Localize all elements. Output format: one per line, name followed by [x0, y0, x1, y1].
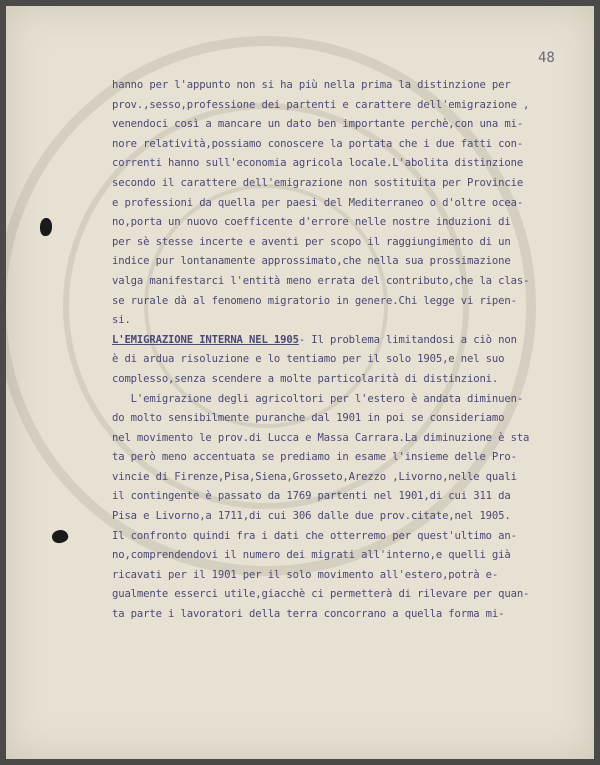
- section-heading-continuation: - Il problema limitandosi a ciò non: [298, 333, 517, 346]
- text-line: nore relatività,possiamo conoscere la portata che i due fatti con-: [112, 137, 524, 150]
- text-line: vincie di Firenze,Pisa,Siena,Grosseto,Arezzo ,Livorno,nelle quali: [112, 470, 517, 483]
- text-line: no,porta un nuovo coefficente d'errore nelle nostre induzioni di: [112, 216, 511, 229]
- text-line: venendoci così a mancare un dato ben importante perchè,con una mi-: [112, 118, 524, 131]
- text-line: do molto sensibilmente puranche dal 1901 in poi se consideriamo: [112, 412, 505, 425]
- section-heading: L'EMIGRAZIONE INTERNA NEL 1905: [112, 333, 299, 346]
- text-line: ricavati per il 1901 per il solo movimento all'estero,potrà e-: [112, 568, 499, 581]
- text-line: complesso,senza scendere a molte particolarità di distinzioni.: [112, 372, 499, 385]
- document-page: [6, 6, 594, 759]
- punch-hole-mark: [40, 218, 52, 236]
- text-line: valga manifestarci l'entità meno errata del contributo,che la clas-: [112, 274, 530, 287]
- text-line: secondo il carattere dell'emigrazione non sostituita per Provincie: [112, 176, 524, 189]
- text-line: se rurale dà al fenomeno migratorio in genere.Chi legge vi ripen-: [112, 294, 517, 307]
- text-line: nel movimento le prov.di Lucca e Massa Carrara.La diminuzione è sta: [112, 431, 530, 444]
- text-line: hanno per l'appunto non si ha più nella prima la distinzione per: [112, 79, 511, 91]
- page-number: 48: [538, 50, 555, 66]
- text-line: no,comprendendovi il numero dei migrati all'interno,e quelli già: [112, 549, 511, 562]
- typed-text-body: [112, 76, 582, 625]
- text-line: correnti hanno sull'economia agricola locale.L'abolita distinzione: [112, 157, 524, 170]
- text-line: prov.,sesso,professione dei partenti e carattere dell'emigrazione ,: [112, 98, 530, 111]
- section-internal-emigration: [112, 331, 582, 390]
- text-line: L'emigrazione degli agricoltori per l'estero è andata diminuen-: [112, 392, 524, 405]
- text-line: si.: [112, 314, 131, 327]
- paragraph-2: [112, 390, 582, 625]
- text-line: è di ardua risoluzione e lo tentiamo per il solo 1905,e nel suo: [112, 353, 505, 366]
- text-line: gualmente esserci utile,giacchè ci permetterà di rilevare per quan-: [112, 588, 530, 601]
- text-line: il contingente è passato da 1769 partenti nel 1901,di cui 311 da: [112, 490, 511, 503]
- text-line: e professioni da quella per paesi del Mediterraneo o d'oltre ocea-: [112, 196, 524, 209]
- text-line: ta parte i lavoratori della terra concorrano a quella forma mi-: [112, 608, 505, 621]
- text-line: ta però meno accentuata se prediamo in esame l'insieme delle Pro-: [112, 451, 517, 464]
- text-line: Il confronto quindi fra i dati che otterremo per quest'ultimo an-: [112, 529, 517, 542]
- punch-hole-mark: [50, 528, 69, 545]
- text-line: Pisa e Livorno,a 1711,di cui 306 dalle due prov.citate,nel 1905.: [112, 510, 511, 523]
- text-line: indice pur lontanamente approssimato,che nella sua prossimazione: [112, 255, 511, 268]
- paragraph-1: [112, 76, 582, 331]
- text-line: [112, 331, 582, 351]
- text-line: per sè stesse incerte e aventi per scopo il raggiungimento di un: [112, 235, 511, 248]
